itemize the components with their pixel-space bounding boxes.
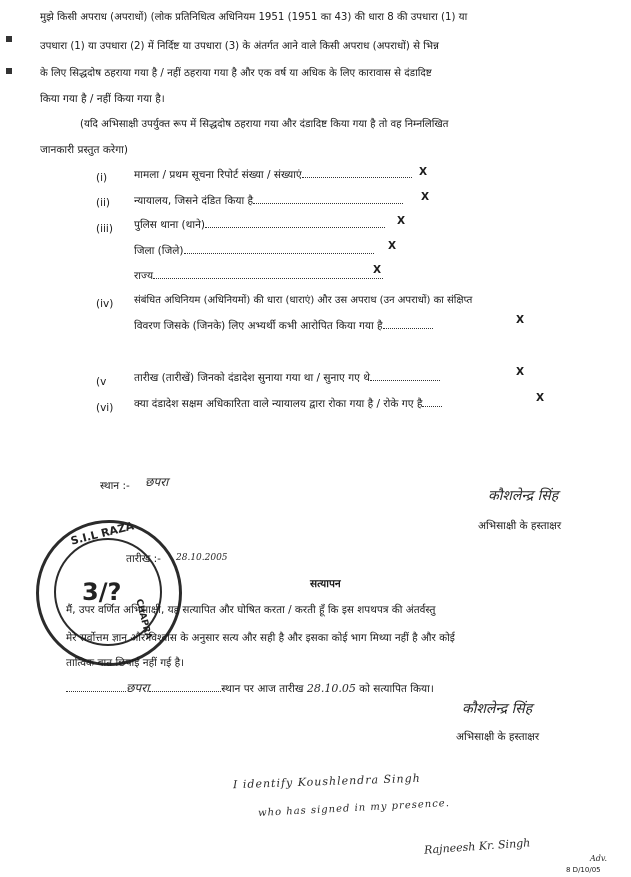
verification-line-1: मैं, उपर वर्णित अभिसाक्षी, यह सत्यापित और घोषित करता / करती हूँ कि इस शपथपत्र की अंतर्वस्तु [66, 604, 436, 616]
item-mark-9: X [536, 392, 545, 404]
item-num-3: (iii) [96, 223, 113, 235]
item-text-3: पुलिस थाना (थाने) [134, 219, 385, 232]
item-text-7: विवरण जिसके (जिनके) लिए अभ्यर्थी कभी आरोपित किया गया है [134, 320, 433, 333]
verify-place: छपरा [126, 681, 150, 695]
item-mark-8: X [516, 366, 525, 378]
para-line-4: किया गया है / नहीं किया गया है। [40, 93, 165, 105]
verify-mid: स्थान पर आज तारीख [221, 683, 304, 695]
fill-line [383, 328, 433, 329]
date-label: तारीख :- [126, 553, 161, 565]
scan-edge-mark [6, 36, 12, 42]
item-num-9: (vi) [96, 402, 114, 414]
fill-line [66, 691, 126, 692]
verification-line-3: तात्विक बात छिपाई नहीं गई है। [66, 657, 185, 669]
item-text-2: न्यायालय, जिसने दंडित किया है [134, 195, 403, 208]
fill-line [370, 380, 440, 381]
para-line-5: (यदि अभिसाक्षी उपर्युक्त रूप में सिद्धदोष ठहराया गया और दंडादिष्ट किया गया है तो वह निम्नलिखित [80, 119, 449, 130]
scan-edge-mark [6, 68, 12, 74]
item-mark-4: X [388, 240, 397, 252]
item-mark-2: X [421, 191, 430, 203]
place-value: छपरा [145, 475, 169, 489]
para-line-3: के लिए सिद्धदोष ठहराया गया है / नहीं ठहराया गया है और एक वर्ष या अधिक के लिए कारावास से दंडादिष्ट [40, 68, 432, 79]
advocate-suffix: Adv. [590, 854, 608, 863]
item-mark-3: X [397, 215, 406, 227]
fill-line [153, 278, 383, 279]
place-label: स्थान :- [100, 480, 130, 492]
item-text-6: संबंधित अधिनियम (अधिनियमों) की धारा (धाराएं) और उस अपराध (उन अपराधों) का संक्षिप्त [134, 295, 473, 306]
advocate-signature: Rajneesh Kr. Singh [423, 836, 531, 857]
item-text-9: क्या दंडादेश सक्षम अधिकारिता वाले न्यायालय द्वारा रोका गया है / रोके गए है [134, 398, 442, 411]
footer-mark: 8 D/10/05 [566, 866, 601, 874]
date-value: 28.10.2005 [176, 553, 228, 563]
para-line-2: उपधारा (1) या उपधारा (2) में निर्दिष्ट या उपधारा (3) के अंतर्गत आने वाले किसी अपराध (अपराधों) से भिन्न [40, 41, 439, 52]
fill-line [302, 177, 412, 178]
stamp-top-text: S.I.L RAZA [69, 519, 136, 548]
fill-line [422, 406, 442, 407]
fill-line [253, 203, 403, 204]
item-num-8: (v [96, 376, 107, 388]
item-mark-5: X [373, 264, 382, 276]
item-mark-7: X [516, 314, 525, 326]
verify-end: को सत्यापित किया। [359, 683, 434, 695]
item-text-8: तारीख (तारीखें) जिनको दंडादेश सुनाया गया था / सुनाए गए थे [134, 372, 440, 385]
item-text-5: राज्य [134, 270, 383, 283]
verification-title: सत्यापन [310, 578, 341, 590]
stamp-bottom-text: CHAPRA [133, 598, 154, 641]
item-mark-1: X [419, 166, 428, 178]
stamp-center-text: 3/? [82, 578, 122, 606]
item-text-4: जिला (जिले) [134, 245, 374, 258]
item-num-1: (i) [96, 172, 108, 184]
para-line-6: जानकारी प्रस्तुत करेगा) [40, 144, 128, 156]
fill-line [205, 227, 385, 228]
deponent-label-2: अभिसाक्षी के हस्ताक्षर [456, 731, 540, 743]
deponent-label: अभिसाक्षी के हस्ताक्षर [478, 520, 562, 532]
fill-line [149, 691, 221, 692]
deponent-signature: कौशलेन्द्र सिंह [488, 488, 559, 504]
deponent-signature-2: कौशलेन्द्र सिंह [462, 701, 533, 717]
handwritten-presence: who has signed in my presence. [257, 797, 451, 820]
item-num-2: (ii) [96, 197, 111, 209]
verification-line-2: मेरे सर्वोत्तम ज्ञान और विश्वास के अनुसार सत्य और सही है और इसका कोई भाग मिथ्या नहीं है और कोई [66, 632, 455, 644]
para-line-1: मुझे किसी अपराध (अपराधों) (लोक प्रतिनिधित्व अधिनियम 1951 (1951 का 43) की धारा 8 की उपधारा (1) या [40, 12, 468, 23]
item-num-6: (iv) [96, 298, 114, 310]
verify-date: 28.10.05 [306, 682, 356, 695]
handwritten-identify: I identify Koushlendra Singh [232, 771, 421, 792]
item-text-1: मामला / प्रथम सूचना रिपोर्ट संख्या / संख्याएं [134, 169, 412, 182]
fill-line [184, 253, 374, 254]
verify-row [66, 682, 434, 696]
